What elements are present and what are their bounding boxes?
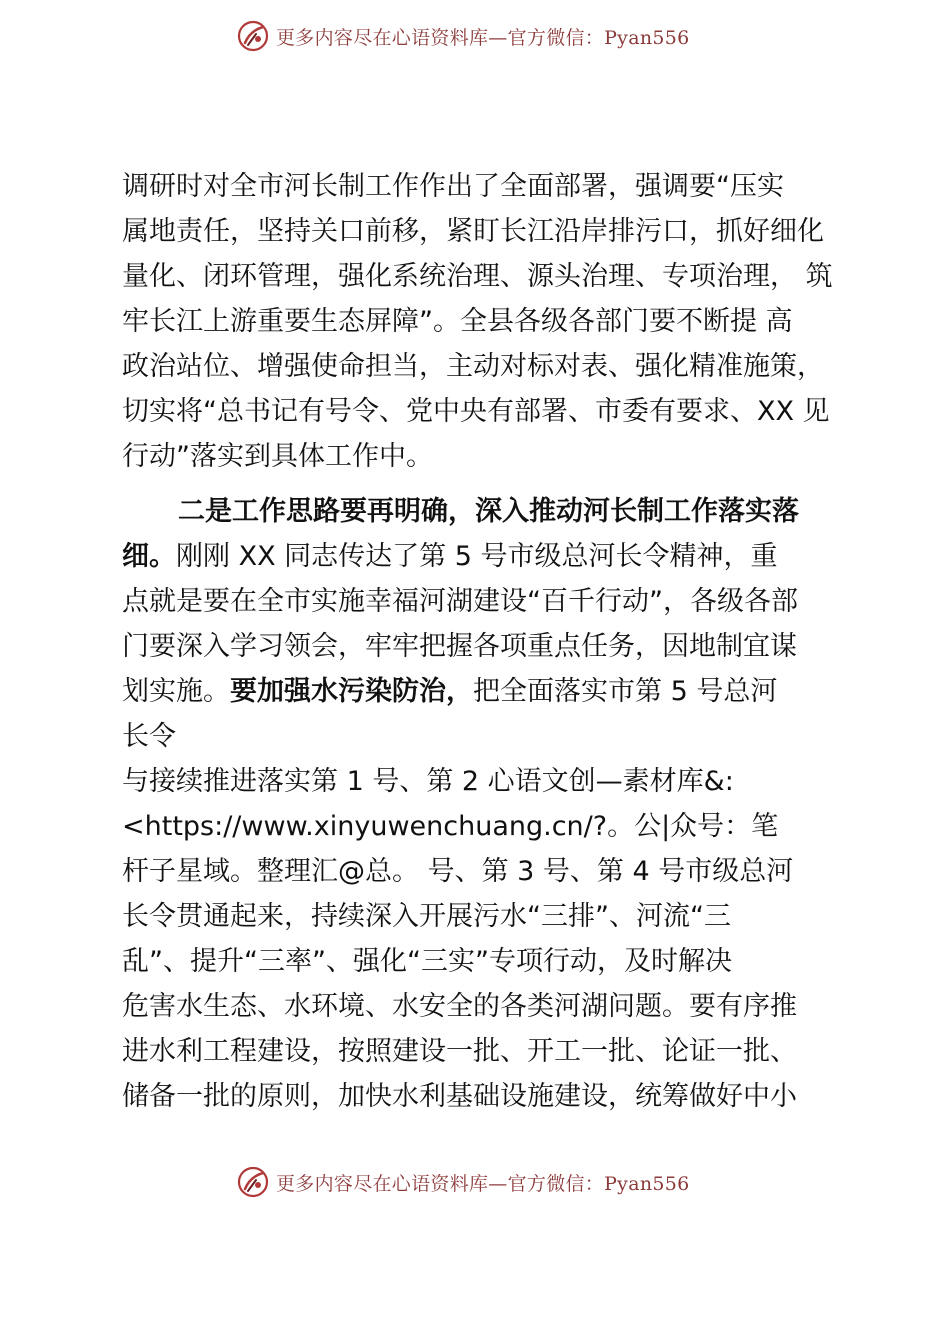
text-line: 行动”落实到具体工作中。	[122, 441, 433, 472]
text-line: 属地责任，坚持关口前移，紧盯长江沿岸排污口，抓好细化	[122, 216, 824, 247]
text-line: 牢长江上游重要生态屏障”。全县各级各部门要不断提 高	[122, 306, 793, 337]
text-span: 划实施。	[122, 676, 230, 707]
header-banner-text: 更多内容尽在心语资料库—官方微信：Pyan556	[276, 26, 690, 49]
text-line	[122, 534, 852, 579]
text-line: 危害水生态、水环境、水安全的各类河湖问题。要有序推	[122, 991, 797, 1022]
footer-banner	[236, 1162, 756, 1202]
footer-banner-text: 更多内容尽在心语资料库—官方微信：Pyan556	[276, 1172, 690, 1195]
emphasis-text: 要加强水污染防治，	[230, 676, 473, 707]
text-line: 量化、闭环管理，强化系统治理、源头治理、专项治理， 筑	[122, 261, 833, 292]
brand-logo-icon	[236, 19, 270, 53]
section-heading: 二是工作思路要再明确，深入推动河长制工作落实落	[178, 496, 799, 527]
paragraph-1	[122, 164, 852, 479]
document-body	[122, 164, 852, 1119]
section-heading-end: 细。	[122, 541, 176, 572]
text-line: 切实将“总书记有号令、党中央有部署、市委有要求、XX 见	[122, 396, 830, 427]
text-line: 与接续推进落实第 1 号、第 2 心语文创—素材库&:	[122, 766, 734, 797]
text-line: 长令	[122, 721, 176, 752]
text-line: <https://www.xinyuwenchuang.cn/?。公|众号：笔	[122, 811, 779, 842]
text-line: 点就是要在全市实施幸福河湖建设“百千行动”，各级各部	[122, 586, 798, 617]
text-span: 把全面落实市第 5 号总河	[473, 676, 778, 707]
text-line: 杆子星域。整理汇@总。 号、第 3 号、第 4 号市级总河	[122, 856, 794, 887]
text-line: 长令贯通起来，持续深入开展污水“三排”、河流“三	[122, 901, 731, 932]
text-line: 乱”、提升“三率”、强化“三实”专项行动，及时解决	[122, 946, 732, 977]
paragraph-2	[122, 489, 852, 1119]
text-line: 进水利工程建设，按照建设一批、开工一批、论证一批、	[122, 1036, 797, 1067]
text-line	[122, 669, 852, 714]
text-line: 门要深入学习领会，牢牢把握各项重点任务，因地制宜谋	[122, 631, 797, 662]
text-line: 政治站位、增强使命担当，主动对标对表、强化精准施策，	[122, 351, 824, 382]
header-banner	[236, 16, 756, 56]
brand-logo-icon	[236, 1165, 270, 1199]
text-span: 刚刚 XX 同志传达了第 5 号市级总河长令精神，重	[176, 541, 778, 572]
text-line: 调研时对全市河长制工作作出了全面部署，强调要“压实	[122, 171, 784, 202]
text-line: 储备一批的原则，加快水利基础设施建设，统筹做好中小	[122, 1081, 797, 1112]
